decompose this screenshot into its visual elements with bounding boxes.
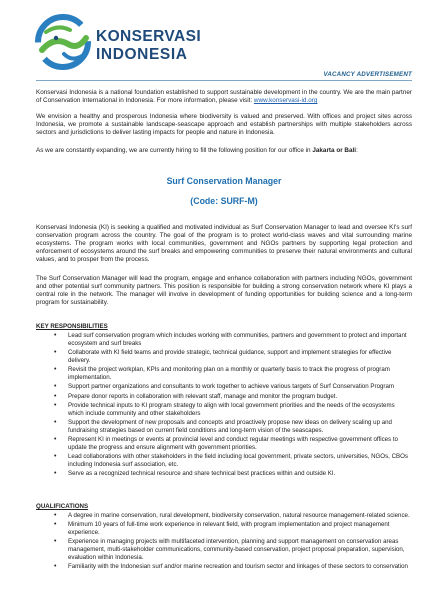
list-item: • Minimum 10 years of full-time work experience in relevant field, with program implementation and project management experience. bbox=[54, 521, 412, 536]
intro-text-3: As we are constantly expanding, we are currently hiring to fill the following position for our office in bbox=[36, 147, 311, 154]
intro-text-1: Konservasi Indonesia is a national foundation established to support sustainable development in the country. We are the main partner of Conservation International in Indonesia. For more information, please visit: bbox=[36, 89, 412, 105]
list-item: • A degree in marine conservation, rural development, biodiversity conservation, natural resource management-related science. bbox=[54, 512, 412, 520]
position-code: (Code: SURF-M) bbox=[190, 196, 258, 206]
qualifications-list bbox=[54, 512, 412, 573]
qualifications-heading: QUALIFICATIONS bbox=[36, 503, 89, 510]
list-item: • Provide technical inputs to KI program strategy to align with local government priorities and the needs of the ecosystems which include community and other stakeholders bbox=[54, 402, 412, 417]
list-item: • Support the development of new proposals and concepts and proactively propose new ideas on delivery scaling up and fundraising strategies based on current field conditions and long-term vision of the seascapes. bbox=[54, 419, 412, 434]
list-item: • Collaborate with KI field teams and provide strategic, technical guidance, support and implement strategies for effective delivery. bbox=[54, 349, 412, 364]
responsibilities-heading: KEY RESPONSIBILITIES bbox=[36, 323, 108, 330]
responsibilities-list bbox=[54, 332, 412, 480]
office-location: Jakarta or Bali bbox=[312, 147, 357, 154]
list-item: • Revisit the project workplan, KPIs and monitoring plan on a monthly or quarterly basis to track the progress of program implementation. bbox=[54, 366, 412, 381]
list-item: • Represent KI in meetings or events at provincial level and conduct regular meetings with respective government offices to update the progress and ensure alignment with government priorities. bbox=[54, 436, 412, 451]
list-item: • Lead collaborations with other stakeholders in the field including local government, private sectors, universities, NGOs, CBOs including Indonesia surf association, etc. bbox=[54, 453, 412, 468]
list-item: • Serve as a recognized technical resource and share technical best practices within and outside KI. bbox=[54, 470, 412, 478]
intro-paragraph-2: We envision a healthy and prosperous Indonesia where biodiversity is valued and preserved. With offices and project sites across Indonesia, we promote a sustainable landscape-seascape approach and establish partnerships with multiple stakeholders across sectors and jurisdictions to deliver lasting impacts for people and nature in Indonesia. bbox=[36, 113, 412, 137]
intro-text-3-suffix: : bbox=[356, 147, 358, 154]
vacancy-advertisement-label: VACANCY ADVERTISEMENT bbox=[323, 71, 412, 78]
konservasi-indonesia-logo bbox=[34, 14, 204, 70]
logo-wordmark-bottom: INDONESIA bbox=[96, 46, 188, 63]
list-item: • Familiarity with the Indonesian surf and/or marine recreation and tourism sector and linkages of these sectors to conservation bbox=[54, 563, 412, 571]
logo-wordmark-top: KONSERVASI bbox=[96, 28, 202, 45]
intro-paragraph-3 bbox=[36, 147, 412, 155]
fish-wave-logo-icon bbox=[34, 14, 92, 70]
intro-paragraph-1 bbox=[36, 89, 412, 105]
description-paragraph-2: The Surf Conservation Manager will lead the program, engage and enhance collaboration with partners including NGOs, government and other potential surf community partners. This position is responsible for building a strong conservation network where KI plays a central role in the network. The manager will involve in development of funding opportunities for building science and a long-term program for sustainability. bbox=[36, 275, 412, 307]
list-item: • Experience in managing projects with multifaceted intervention, planning and support management on conservation areas management, multi-stakeholder communications, community-based conservation, project proposal preparation, supervision, evaluation within Indonesia. bbox=[54, 538, 412, 561]
list-item: • Lead surf conservation program which includes working with communities, partners and government to protect and important ecosystem and surf breaks bbox=[54, 332, 412, 347]
description-paragraph-1: Konservasi Indonesia (KI) is seeking a qualified and motivated individual as Surf Conservation Manager to lead and oversee KI's surf conservation program across the country. The goal of the program is to protect world-class waves and vital surrounding marine ecosystems. The program works with local communities, government and NGOs partners by supporting legal protection and enforcement of ecosystems around the surf breaks and empowering communities to preserve their natural environments and cultural values, and to prosper from the process. bbox=[36, 224, 412, 264]
list-item: • Prepare donor reports in collaboration with relevant staff, manage and monitor the program budget. bbox=[54, 393, 412, 401]
list-item: • Support partner organizations and consultants to work together to achieve various targets of Surf Conservation Program bbox=[54, 383, 412, 391]
position-title: Surf Conservation Manager bbox=[166, 176, 282, 186]
website-link[interactable]: www.konservasi-id.org bbox=[253, 97, 318, 105]
header-divider bbox=[36, 80, 412, 81]
